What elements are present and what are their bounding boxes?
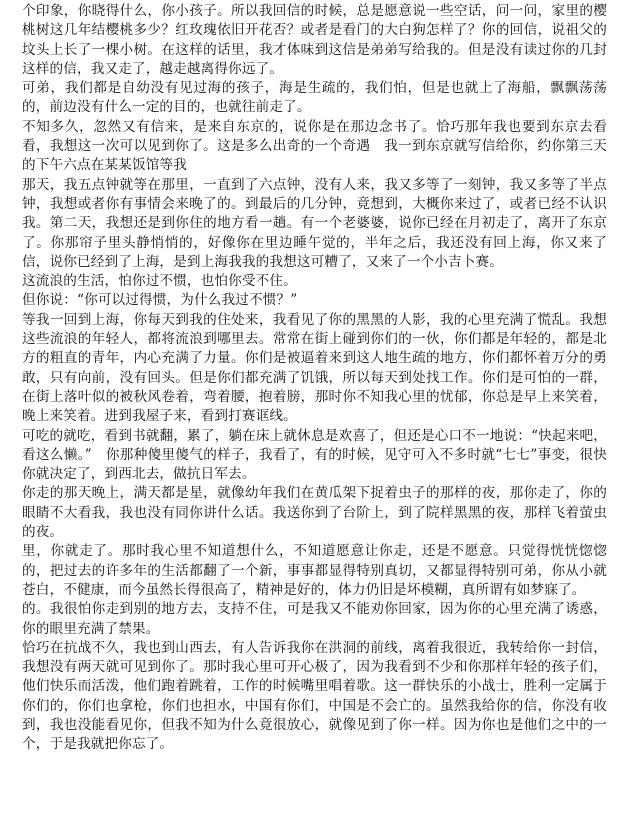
paragraph-10: 里，你就走了。那时我心里不知道想什么，不知道愿意让你走，还是不愿意。只觉得恍恍惚惚的，把过去的许多年的生活都翻了一个新，事事都显得特别真切，又都显得特别可弟，你从小就苍白，不健康，而今虽然长得很高了，精神是好的，体力仍旧是坏模糊，真所谓有如梦寐了。: [22, 543, 607, 598]
paragraph-1: 个印象，你晓得什么，你小孩子。所以我回信的时候，总是愿意说一些空话，问一问，家里的樱桃树这几年结樱桃多少？红玫瑰依旧开花否？或者是看门的大白狗怎样了？你的回信，说祖父的坟头上长了一棵小树。在这样的话里，我才体味到这信是弟弟写给我的。但是没有读过你的几封这样的信，我又走了，越走越离得你远了。: [22, 3, 607, 77]
paragraph-4: 那天，我五点钟就等在那里，一直到了六点钟，没有人来，我又多等了一刻钟，我又多等了半点钟，我想或者你有事情会来晚了的。到最后的几分钟，竟想到，大概你来过了，或者已经不认识我。第二天，我想还是到你住的地方看一趟。有一个老婆婆，说你已经在月初走了，离开了东京了。你那帘子里头静悄悄的，好像你在里边睡午觉的，半年之后，我还没有回上海，你又来了信，说你已经到了上海，是到上海我我的我想这可糟了，又来了一个小吉卜赛。: [22, 176, 607, 270]
paragraph-6: 但你说：“你可以过得惯，为什么我过不惯？”: [22, 292, 298, 309]
paragraph-7: 等我一回到上海，你每天到我的住处来，我看见了你的黑黑的人影，我的心里充满了慌乱。我想这些流浪的年轻人，都将流浪到哪里去。常常在街上碰到你们的一伙，你们都是年轻的，都是北方的粗直的青年，内心充满了力量。你们是被逼着来到这人地生疏的地方，你们都怀着万分的勇敢，只有向前，没有回头。但是你们都充满了饥饿，所以每天到处找工作。你们是可怕的一群，在街上落叶似的被秋风卷着，弯着腰，抱着膀，那时你不知我心里的忧郁，你总是早上来笑着，晚上来笑着。进到我屋子来，看到打赛诓线。: [22, 311, 607, 425]
paragraph-9: 你走的那天晚上，满天都是星，就像幼年我们在黄瓜架下捉着虫子的那样的夜，那你走了，你的眼睛不大看我，我也没有同你讲什么话。我送你到了台阶上，到了院样黑黑的夜，那样飞着萤虫的夜。: [22, 485, 607, 541]
paragraph-12: 恰巧在抗战不久，我也到山西去，有人告诉我你在洪洞的前线，离着我很近，我转给你一封信，我想没有两天就可见到你了。那时我心里可开心极了，因为我看到不少和你那样年轻的孩子们，他们快乐而活泼，他们跑着跳着，工作的时候嘴里唱着歌。这一群快乐的小战士，胜利一定属于你们的，你们也拿枪，你们也担水，中国有你们，中国是不会亡的。虽然我给你的信，你没有收到，我也没能看见你，但我不知为什么竟很放心，就像见到了你一样。因为你也是他们之中的一个，于是我就把你忘了。: [22, 639, 607, 753]
paragraph-8: 可吃的就吃，看到书就翻，累了，躺在床上就休息是欢喜了，但还是心口不一地说：“快起来吧，看这么懒。” 你那种傻里傻气的样子，我看了，有的时候，见守可入不多时就“七七”事变，很快你就决定了，到西北去，做抗日军去。: [22, 427, 607, 483]
paragraph-2: 可弟，我们都是自幼没有见过海的孩子，海是生疏的，我们怕，但是也就上了海船，飘飘荡荡的，前边没有什么一定的目的，也就往前走了。: [22, 80, 607, 116]
paragraph-5: 这流浪的生活，怕你过不惯，也怕你受不住。: [22, 273, 297, 290]
paragraph-3: 不知多久，忽然又有信来，是来自东京的，说你是在那边念书了。恰巧那年我也要到东京去看看，我想这一次可以见到你了。这是多么出奇的一个奇遇 我一到东京就写信给你，约你第三天的下午六点在某某饭馆等我: [22, 118, 607, 174]
paragraph-11: 的。我很怕你走到别的地方去，支持不住，可是我又不能劝你回家，因为你的心里充满了诱惑，你的眼里充满了禁果。: [22, 601, 607, 637]
